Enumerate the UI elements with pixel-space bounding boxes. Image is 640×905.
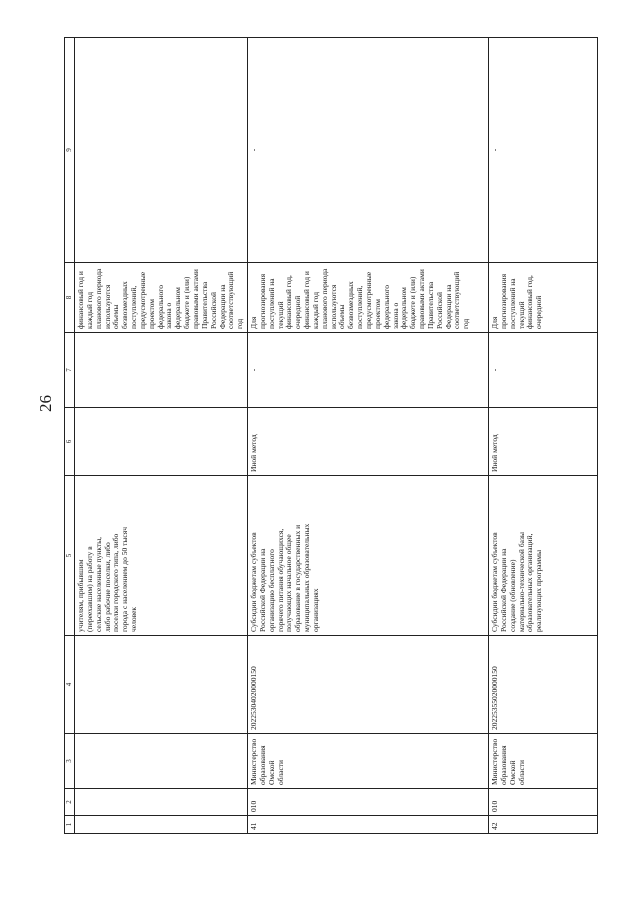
forecast-method	[75, 408, 248, 476]
administrator-name: Министерство образования Омской области	[248, 734, 489, 789]
header-cell: 6	[65, 408, 75, 476]
row-number: 41	[248, 816, 489, 834]
header-cell: 3	[65, 734, 75, 789]
formula	[75, 333, 248, 408]
table-row	[75, 38, 248, 834]
formula: -	[248, 333, 489, 408]
header-cell: 5	[65, 476, 75, 636]
budget-table	[64, 37, 598, 834]
header-cell: 7	[65, 333, 75, 408]
algorithm-description: Для прогнозирования поступлений на текущий финансовый год, очередной финансовый год и каждый год планового периода используются объемы безвозмездных поступлений, предусмотренные проектом федерального закона о федеральном бюджете и (или) правовыми актами Правительства Российской Федерации на соответствующий год	[248, 263, 489, 333]
indicator-description: -	[489, 38, 598, 263]
formula: -	[489, 333, 598, 408]
budget-code: 20225355020000150	[489, 636, 598, 734]
row-number: 42	[489, 816, 598, 834]
algorithm-description: финансовый год и каждый год планового периода используются объемы безвозмездных поступлений, предусмотренные проектом федерального закона о федеральном бюджете и (или) правовыми актами Правительства Российской Федерации на соответствующий год	[75, 263, 248, 333]
row-number	[75, 816, 248, 834]
header-row	[65, 38, 75, 834]
header-cell: 9	[65, 38, 75, 263]
revenue-name: Субсидии бюджетам субъектов Российской Федерации на организацию бесплатного горячего питания обучающихся, получающих начальное общее образование в государственных и муниципальных образовательных организациях	[248, 476, 489, 636]
budget-code	[75, 636, 248, 734]
indicator-description: -	[248, 38, 489, 263]
budget-code: 20225304020000150	[248, 636, 489, 734]
header-cell: 4	[65, 636, 75, 734]
table-row	[489, 38, 598, 834]
indicator-description	[75, 38, 248, 263]
forecast-method: Иной метод	[489, 408, 598, 476]
header-cell: 8	[65, 263, 75, 333]
header-cell: 1	[65, 816, 75, 834]
rotated-document-table	[64, 38, 572, 834]
administrator-name: Министерство образования Омской области	[489, 734, 598, 789]
algorithm-description: Для прогнозирования поступлений на текущий финансовый год, очередной	[489, 263, 598, 333]
admin-code: 010	[489, 789, 598, 816]
forecast-method: Иной метод	[248, 408, 489, 476]
page-number: 26	[36, 395, 55, 412]
header-cell: 2	[65, 789, 75, 816]
revenue-name: учителям, прибывшим (переехавшим) на работу в сельские населенные пункты, либо рабочие поселки, либо поселки городского типа, либо города с населением до 50 тысяч человек	[75, 476, 248, 636]
table-row	[248, 38, 489, 834]
revenue-name: Субсидии бюджетам субъектов Российской Федерации на создание (обновление) материально-технической базы образовательных организаций, реализующих программы	[489, 476, 598, 636]
admin-code	[75, 789, 248, 816]
administrator-name	[75, 734, 248, 789]
admin-code: 010	[248, 789, 489, 816]
